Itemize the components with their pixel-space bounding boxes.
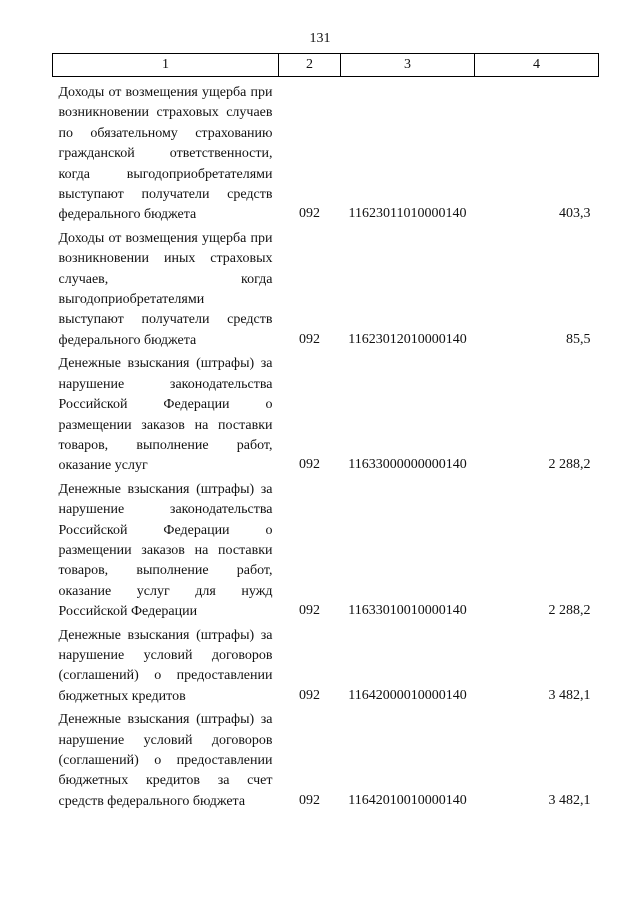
table-row bbox=[53, 477, 599, 623]
row-amount: 3 482,1 bbox=[548, 687, 591, 703]
table-row bbox=[53, 351, 599, 476]
row-description: Доходы от возмещения ущерба при возникновении иных страховых случаев, когда выгодоприобретателями выступают получатели средств федерального бюджета bbox=[58, 230, 273, 348]
row-amount: 2 288,2 bbox=[548, 457, 591, 473]
row-code: 092 bbox=[299, 792, 320, 808]
row-description: Денежные взыскания (штрафы) за нарушение условий договоров (соглашений) о предоставлении бюджетных кредитов bbox=[58, 627, 273, 704]
table-row bbox=[53, 707, 599, 812]
row-kbk: 11642010010000140 bbox=[348, 792, 467, 808]
column-header-2: 2 bbox=[279, 54, 341, 77]
row-description: Денежные взыскания (штрафы) за нарушение законодательства Российской Федерации о размещении заказов на поставки товаров, выполнение работ, оказание услуг bbox=[58, 356, 273, 474]
row-amount: 3 482,1 bbox=[548, 792, 591, 808]
table-row bbox=[53, 623, 599, 708]
row-amount: 2 288,2 bbox=[548, 603, 591, 619]
row-description: Денежные взыскания (штрафы) за нарушение законодательства Российской Федерации о размещении заказов на поставки товаров, выполнение работ, оказание услуг для нужд Российской Федерации bbox=[58, 481, 273, 620]
row-description: Денежные взыскания (штрафы) за нарушение условий договоров (соглашений) о предоставлении бюджетных кредитов за счет средств федерального бюджета bbox=[58, 712, 273, 809]
row-kbk: 11642000010000140 bbox=[348, 687, 467, 703]
table-row bbox=[53, 77, 599, 226]
page-number: 131 bbox=[309, 31, 331, 46]
row-code: 092 bbox=[299, 331, 320, 347]
column-header-3: 3 bbox=[341, 54, 475, 77]
column-header-row bbox=[53, 54, 599, 77]
row-code: 092 bbox=[299, 206, 320, 222]
row-description: Доходы от возмещения ущерба при возникновении страховых случаев по обязательному страхованию гражданской ответственности, когда выгодоприобретателями выступают получатели средств федерального бюджета bbox=[58, 85, 273, 223]
row-amount: 403,3 bbox=[559, 206, 591, 222]
table-row bbox=[53, 226, 599, 351]
row-code: 092 bbox=[299, 603, 320, 619]
column-header-4: 4 bbox=[475, 54, 599, 77]
row-kbk: 11633010010000140 bbox=[348, 603, 467, 619]
row-kbk: 11623012010000140 bbox=[348, 331, 467, 347]
row-kbk: 11623011010000140 bbox=[348, 206, 467, 222]
column-header-1: 1 bbox=[53, 54, 279, 77]
row-code: 092 bbox=[299, 457, 320, 473]
row-code: 092 bbox=[299, 687, 320, 703]
row-amount: 85,5 bbox=[566, 331, 591, 347]
revenue-table bbox=[52, 53, 599, 812]
row-kbk: 11633000000000140 bbox=[348, 457, 467, 473]
